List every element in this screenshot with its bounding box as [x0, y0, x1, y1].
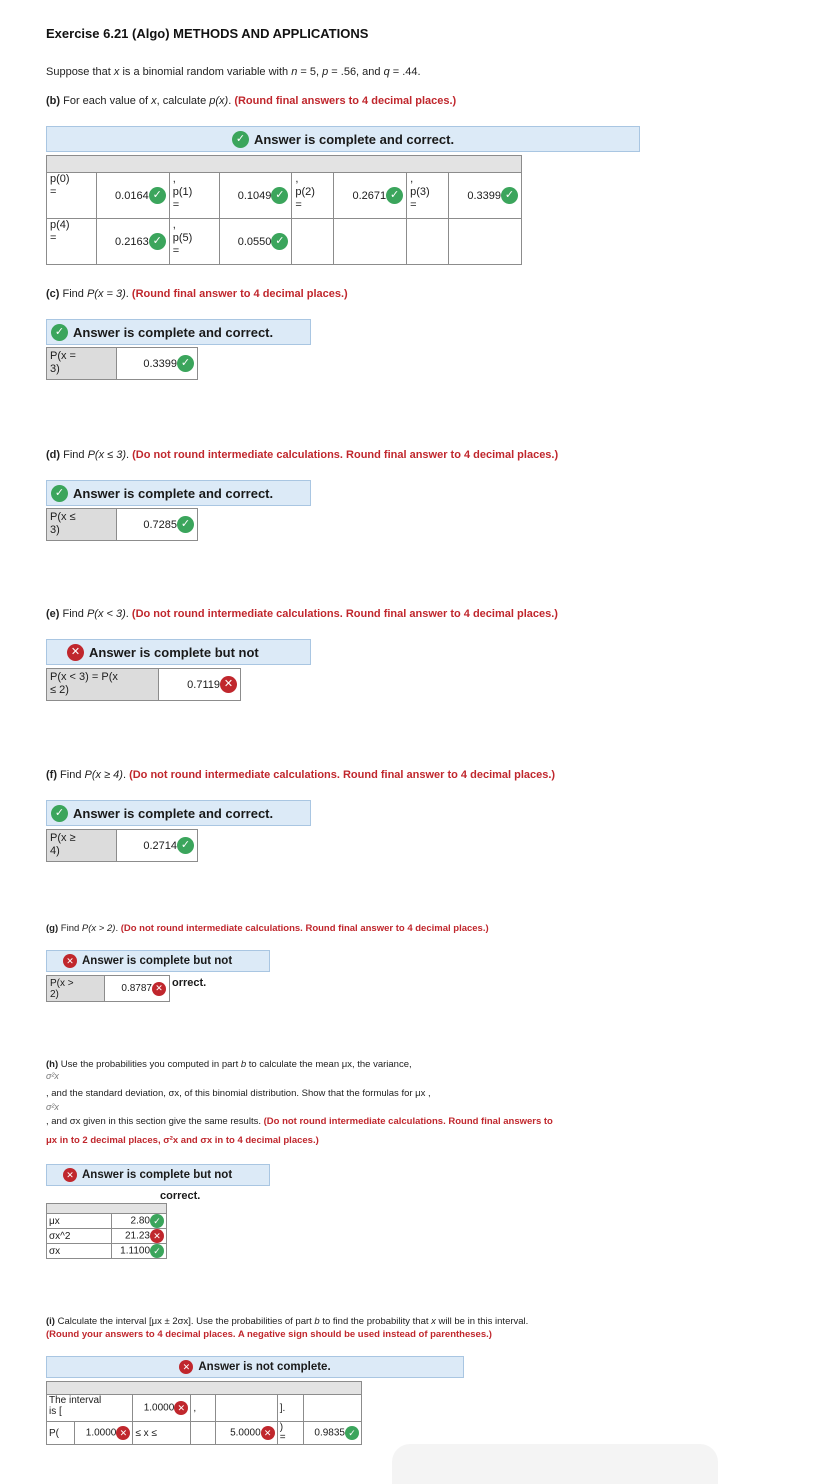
- table-row: P( 1.0000 ✕ ≤ x ≤ 5.0000 ✕ ) = 0.9835 ✓: [47, 1422, 362, 1445]
- part-i-prompt-line1: (i) Calculate the interval [μx ± 2σx]. Use the probabilities of part b to find the probability that x will be in this interval.: [46, 1316, 529, 1327]
- part-i-answer-table: [46, 1381, 362, 1445]
- part-e-input[interactable]: 0.7119 ✕: [159, 669, 240, 700]
- p5-input[interactable]: 0.0550 ✓: [219, 219, 292, 265]
- part-h-prompt-line3: , and σx given in this section give the same results. (Do not round intermediate calculations. Round final answers to: [46, 1116, 553, 1127]
- check-icon: ✓: [345, 1426, 359, 1440]
- table-row: The interval is [ 1.0000 ✕ , ].: [47, 1395, 362, 1422]
- x-icon: ✕: [116, 1426, 130, 1440]
- check-icon: ✓: [150, 1214, 164, 1228]
- part-h-status-banner: ✕ Answer is complete but not: [46, 1164, 270, 1186]
- part-g-prompt: (g) Find P(x > 2). (Do not round intermediate calculations. Round final answer to 4 decimal places.): [46, 923, 489, 934]
- variance-input[interactable]: 21.23 ✕: [112, 1229, 167, 1244]
- part-f-prompt: (f) Find P(x ≥ 4). (Do not round intermediate calculations. Round final answer to 4 decimal places.): [46, 769, 556, 781]
- prob-upper-input[interactable]: 5.0000 ✕: [215, 1422, 277, 1445]
- check-icon: ✓: [271, 233, 288, 250]
- x-icon: ✕: [174, 1401, 188, 1415]
- x-icon: ✕: [152, 982, 166, 996]
- part-d-prompt: (d) Find P(x ≤ 3). (Do not round intermediate calculations. Round final answer to 4 decimal places.): [46, 449, 559, 461]
- part-e-answer-box: P(x < 3) = P(x ≤ 2) 0.7119 ✕: [46, 668, 241, 701]
- part-c-input[interactable]: 0.3399 ✓: [117, 348, 197, 379]
- check-icon: ✓: [51, 485, 68, 502]
- part-g-status-banner: ✕ Answer is complete but not: [46, 950, 270, 972]
- p2-input[interactable]: 0.2671 ✓: [334, 173, 407, 219]
- part-f-input[interactable]: 0.2714 ✓: [117, 830, 197, 861]
- part-c-status-banner: ✓ Answer is complete and correct.: [46, 319, 311, 345]
- part-i-status-banner: ✕ Answer is not complete.: [46, 1356, 464, 1378]
- part-c-prompt: (c) Find P(x = 3). (Round final answer to 4 decimal places.): [46, 288, 348, 300]
- check-icon: ✓: [51, 324, 68, 341]
- sigma-squared-symbol-2: σ²x: [46, 1102, 59, 1112]
- part-e-status-banner: ✕ Answer is complete but not: [46, 639, 311, 665]
- x-icon: ✕: [63, 1168, 77, 1182]
- part-d-status-banner: ✓ Answer is complete and correct.: [46, 480, 311, 506]
- mean-input[interactable]: 2.80 ✓: [112, 1214, 167, 1229]
- check-icon: ✓: [386, 187, 403, 204]
- check-icon: ✓: [232, 131, 249, 148]
- part-f-status-banner: ✓ Answer is complete and correct.: [46, 800, 311, 826]
- prob-lower-input[interactable]: 1.0000 ✕: [75, 1422, 133, 1445]
- part-i-prompt-line2: (Round your answers to 4 decimal places. A negative sign should be used instead of parentheses.): [46, 1329, 492, 1340]
- sigma-squared-symbol: σ²x: [46, 1071, 59, 1081]
- part-f-answer-box: P(x ≥ 4) 0.2714 ✓: [46, 829, 198, 862]
- table-row: σx^2 21.23 ✕: [47, 1229, 167, 1244]
- p1-input[interactable]: 0.1049 ✓: [219, 173, 292, 219]
- interval-upper-input[interactable]: [215, 1395, 277, 1422]
- part-h-prompt-line1: (h) Use the probabilities you computed in part b to calculate the mean μx, the variance,: [46, 1059, 412, 1070]
- check-icon: ✓: [149, 187, 166, 204]
- x-icon: ✕: [220, 676, 237, 693]
- table-row: p(0) = 0.0164 ✓ , p(1) = 0.1049 ✓ , p(2) = 0.2671 ✓ , p(3) = 0.3399 ✓: [47, 173, 522, 219]
- x-icon: ✕: [179, 1360, 193, 1374]
- part-g-banner-overflow: orrect.: [172, 977, 207, 989]
- part-e-prompt: (e) Find P(x < 3). (Do not round intermediate calculations. Round final answer to 4 decimal places.): [46, 608, 558, 620]
- part-d-input[interactable]: 0.7285 ✓: [117, 509, 197, 540]
- part-h-prompt-line2: , and the standard deviation, σx, of this binomial distribution. Show that the formulas for μx ,: [46, 1088, 431, 1099]
- x-icon: ✕: [150, 1229, 164, 1243]
- x-icon: ✕: [67, 644, 84, 661]
- part-b-answer-table: [46, 155, 522, 265]
- check-icon: ✓: [501, 187, 518, 204]
- p4-input[interactable]: 0.2163 ✓: [96, 219, 169, 265]
- table-row: μx 2.80 ✓: [47, 1214, 167, 1229]
- prob-value-input[interactable]: 0.9835 ✓: [304, 1422, 362, 1445]
- check-icon: ✓: [149, 233, 166, 250]
- x-icon: ✕: [261, 1426, 275, 1440]
- part-b-status-banner: ✓ Answer is complete and correct.: [46, 126, 640, 152]
- std-dev-input[interactable]: 1.1100 ✓: [112, 1244, 167, 1259]
- part-g-input[interactable]: 0.8787 ✕: [105, 976, 169, 1001]
- bottom-panel: [392, 1444, 718, 1484]
- table-row: p(4) = 0.2163 ✓ , p(5) = 0.0550 ✓: [47, 219, 522, 265]
- x-icon: ✕: [63, 954, 77, 968]
- check-icon: ✓: [177, 355, 194, 372]
- intro-text: Suppose that x is a binomial random variable with n = 5, p = .56, and q = .44.: [46, 66, 421, 78]
- part-c-answer-box: P(x = 3) 0.3399 ✓: [46, 347, 198, 380]
- part-h-prompt-line4: μx in to 2 decimal places, σ²x and σx in to 4 decimal places.): [46, 1135, 319, 1146]
- check-icon: ✓: [51, 805, 68, 822]
- page-title: Exercise 6.21 (Algo) METHODS AND APPLICATIONS: [46, 26, 369, 41]
- part-g-answer-box: P(x > 2) 0.8787 ✕: [46, 975, 170, 1002]
- part-h-banner-overflow: correct.: [160, 1190, 201, 1202]
- check-icon: ✓: [150, 1244, 164, 1258]
- check-icon: ✓: [177, 837, 194, 854]
- table-row: σx 1.1100 ✓: [47, 1244, 167, 1259]
- p3-input[interactable]: 0.3399 ✓: [449, 173, 522, 219]
- check-icon: ✓: [177, 516, 194, 533]
- part-b-prompt: (b) For each value of x, calculate p(x). (Round final answers to 4 decimal places.): [46, 95, 457, 107]
- part-h-answer-table: [46, 1203, 167, 1259]
- p0-input[interactable]: 0.0164 ✓: [96, 173, 169, 219]
- part-d-answer-box: P(x ≤ 3) 0.7285 ✓: [46, 508, 198, 541]
- check-icon: ✓: [271, 187, 288, 204]
- interval-lower-input[interactable]: 1.0000 ✕: [133, 1395, 191, 1422]
